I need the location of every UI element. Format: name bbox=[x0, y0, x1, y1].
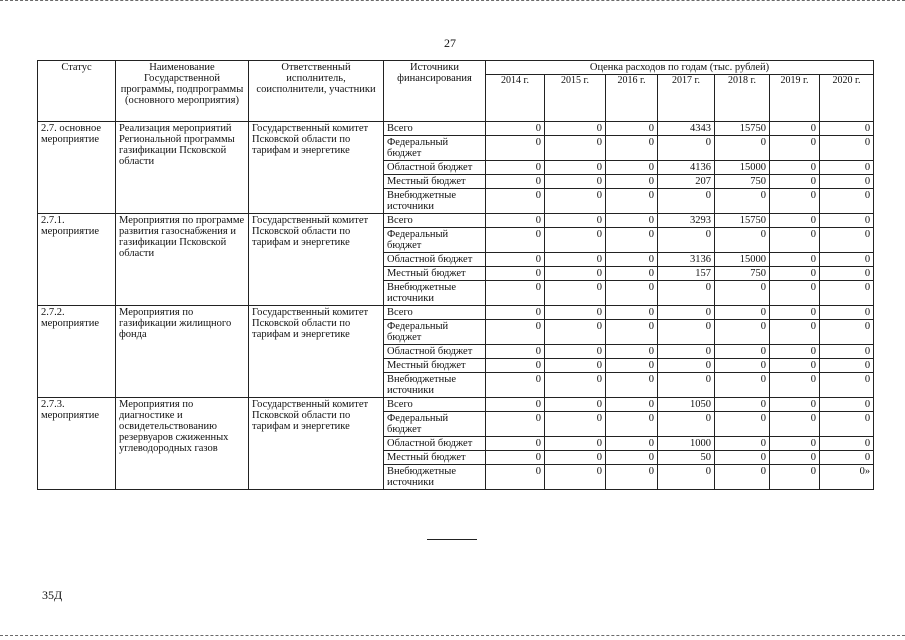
amount-cell: 0 bbox=[820, 345, 874, 359]
amount-cell: 0 bbox=[545, 175, 606, 189]
amount-cell: 0 bbox=[770, 175, 820, 189]
amount-cell: 15750 bbox=[715, 214, 770, 228]
amount-cell: 0 bbox=[545, 189, 606, 214]
amount-cell: 0 bbox=[658, 306, 715, 320]
amount-cell: 0 bbox=[820, 122, 874, 136]
header-executor: Ответственный исполнитель, соисполнители, участники bbox=[249, 61, 384, 122]
footer-code: 35Д bbox=[42, 588, 63, 602]
amount-cell: 0 bbox=[606, 161, 658, 175]
amount-cell: 0 bbox=[606, 253, 658, 267]
amount-cell: 0 bbox=[606, 320, 658, 345]
amount-cell: 0 bbox=[486, 359, 545, 373]
amount-cell: 0 bbox=[770, 465, 820, 490]
amount-cell: 0 bbox=[820, 253, 874, 267]
amount-cell: 0 bbox=[770, 228, 820, 253]
funding-source-cell: Областной бюджет bbox=[384, 161, 486, 175]
funding-source-cell: Внебюджетные источники bbox=[384, 373, 486, 398]
amount-cell: 0 bbox=[820, 267, 874, 281]
amount-cell: 0 bbox=[606, 437, 658, 451]
amount-cell: 0 bbox=[770, 161, 820, 175]
amount-cell: 0 bbox=[715, 373, 770, 398]
header-year: 2018 г. bbox=[715, 75, 770, 122]
funding-source-cell: Местный бюджет bbox=[384, 451, 486, 465]
amount-cell: 0 bbox=[606, 214, 658, 228]
amount-cell: 0 bbox=[486, 373, 545, 398]
amount-cell: 0 bbox=[658, 345, 715, 359]
amount-cell: 0 bbox=[715, 437, 770, 451]
table-row bbox=[38, 306, 874, 320]
amount-cell: 0 bbox=[606, 359, 658, 373]
amount-cell: 1050 bbox=[658, 398, 715, 412]
amount-cell: 0 bbox=[545, 398, 606, 412]
amount-cell: 0 bbox=[715, 345, 770, 359]
amount-cell: 0 bbox=[545, 306, 606, 320]
amount-cell: 0 bbox=[770, 373, 820, 398]
amount-cell: 0 bbox=[770, 398, 820, 412]
amount-cell: 0 bbox=[770, 451, 820, 465]
amount-cell: 0» bbox=[820, 465, 874, 490]
amount-cell: 0 bbox=[606, 345, 658, 359]
header-estimate: Оценка расходов по годам (тыс. рублей) bbox=[486, 61, 874, 75]
amount-cell: 0 bbox=[486, 161, 545, 175]
amount-cell: 0 bbox=[715, 228, 770, 253]
amount-cell: 0 bbox=[715, 412, 770, 437]
amount-cell: 0 bbox=[486, 214, 545, 228]
amount-cell: 0 bbox=[545, 465, 606, 490]
amount-cell: 0 bbox=[820, 161, 874, 175]
amount-cell: 0 bbox=[770, 306, 820, 320]
funding-source-cell: Внебюджетные источники bbox=[384, 281, 486, 306]
amount-cell: 0 bbox=[658, 281, 715, 306]
amount-cell: 0 bbox=[770, 214, 820, 228]
amount-cell: 0 bbox=[658, 412, 715, 437]
amount-cell: 0 bbox=[486, 412, 545, 437]
amount-cell: 0 bbox=[486, 437, 545, 451]
funding-source-cell: Федеральный бюджет bbox=[384, 320, 486, 345]
table-row bbox=[38, 214, 874, 228]
amount-cell: 0 bbox=[606, 122, 658, 136]
amount-cell: 0 bbox=[545, 345, 606, 359]
amount-cell: 3136 bbox=[658, 253, 715, 267]
amount-cell: 0 bbox=[820, 437, 874, 451]
funding-source-cell: Всего bbox=[384, 306, 486, 320]
program-name-cell: Реализация мероприятий Региональной программы газификации Псковской области bbox=[116, 122, 249, 214]
amount-cell: 0 bbox=[770, 345, 820, 359]
amount-cell: 0 bbox=[545, 253, 606, 267]
amount-cell: 0 bbox=[606, 465, 658, 490]
header-year: 2014 г. bbox=[486, 75, 545, 122]
status-cell: 2.7.1. мероприятие bbox=[38, 214, 116, 306]
amount-cell: 750 bbox=[715, 175, 770, 189]
amount-cell: 0 bbox=[486, 451, 545, 465]
amount-cell: 0 bbox=[545, 122, 606, 136]
amount-cell: 0 bbox=[606, 281, 658, 306]
amount-cell: 0 bbox=[770, 253, 820, 267]
expenditure-table bbox=[37, 60, 874, 490]
program-name-cell: Мероприятия по диагностике и освидетельствованию резервуаров сжиженных углеводородных газов bbox=[116, 398, 249, 490]
amount-cell: 0 bbox=[486, 281, 545, 306]
funding-source-cell: Всего bbox=[384, 122, 486, 136]
amount-cell: 0 bbox=[606, 136, 658, 161]
amount-cell: 0 bbox=[658, 320, 715, 345]
amount-cell: 0 bbox=[606, 175, 658, 189]
table-row bbox=[38, 122, 874, 136]
amount-cell: 0 bbox=[486, 189, 545, 214]
status-cell: 2.7.2. мероприятие bbox=[38, 306, 116, 398]
amount-cell: 0 bbox=[545, 437, 606, 451]
amount-cell: 0 bbox=[715, 189, 770, 214]
amount-cell: 0 bbox=[770, 189, 820, 214]
amount-cell: 0 bbox=[715, 359, 770, 373]
amount-cell: 0 bbox=[658, 359, 715, 373]
amount-cell: 0 bbox=[770, 437, 820, 451]
amount-cell: 0 bbox=[658, 465, 715, 490]
amount-cell: 0 bbox=[658, 136, 715, 161]
amount-cell: 3293 bbox=[658, 214, 715, 228]
amount-cell: 0 bbox=[606, 228, 658, 253]
amount-cell: 0 bbox=[486, 320, 545, 345]
amount-cell: 0 bbox=[770, 136, 820, 161]
amount-cell: 0 bbox=[770, 320, 820, 345]
header-source: Источники финансирования bbox=[384, 61, 486, 122]
amount-cell: 0 bbox=[545, 451, 606, 465]
amount-cell: 0 bbox=[820, 281, 874, 306]
amount-cell: 0 bbox=[545, 136, 606, 161]
header-year: 2020 г. bbox=[820, 75, 874, 122]
amount-cell: 0 bbox=[820, 136, 874, 161]
amount-cell: 0 bbox=[820, 412, 874, 437]
amount-cell: 0 bbox=[770, 122, 820, 136]
funding-source-cell: Федеральный бюджет bbox=[384, 136, 486, 161]
amount-cell: 0 bbox=[545, 267, 606, 281]
amount-cell: 157 bbox=[658, 267, 715, 281]
amount-cell: 15000 bbox=[715, 161, 770, 175]
funding-source-cell: Внебюджетные источники bbox=[384, 189, 486, 214]
amount-cell: 0 bbox=[658, 189, 715, 214]
amount-cell: 0 bbox=[715, 281, 770, 306]
amount-cell: 0 bbox=[715, 465, 770, 490]
amount-cell: 0 bbox=[820, 214, 874, 228]
amount-cell: 4136 bbox=[658, 161, 715, 175]
executor-cell: Государственный комитет Псковской области по тарифам и энергетике bbox=[249, 122, 384, 214]
funding-source-cell: Федеральный бюджет bbox=[384, 228, 486, 253]
funding-source-cell: Федеральный бюджет bbox=[384, 412, 486, 437]
amount-cell: 0 bbox=[820, 359, 874, 373]
header-year: 2016 г. bbox=[606, 75, 658, 122]
amount-cell: 0 bbox=[606, 451, 658, 465]
amount-cell: 0 bbox=[545, 214, 606, 228]
executor-cell: Государственный комитет Псковской области по тарифам и энергетике bbox=[249, 398, 384, 490]
amount-cell: 1000 bbox=[658, 437, 715, 451]
amount-cell: 0 bbox=[770, 281, 820, 306]
funding-source-cell: Местный бюджет bbox=[384, 267, 486, 281]
funding-source-cell: Всего bbox=[384, 398, 486, 412]
amount-cell: 0 bbox=[486, 253, 545, 267]
amount-cell: 0 bbox=[715, 451, 770, 465]
funding-source-cell: Областной бюджет bbox=[384, 253, 486, 267]
header-year: 2015 г. bbox=[545, 75, 606, 122]
header-year: 2019 г. bbox=[770, 75, 820, 122]
program-name-cell: Мероприятия по программе развития газоснабжения и газификации Псковской области bbox=[116, 214, 249, 306]
amount-cell: 0 bbox=[545, 359, 606, 373]
page-number: 27 bbox=[444, 36, 456, 50]
amount-cell: 0 bbox=[486, 228, 545, 253]
amount-cell: 0 bbox=[486, 306, 545, 320]
amount-cell: 0 bbox=[545, 320, 606, 345]
amount-cell: 0 bbox=[820, 320, 874, 345]
header-status: Статус bbox=[38, 61, 116, 122]
footer-divider bbox=[427, 539, 477, 540]
amount-cell: 207 bbox=[658, 175, 715, 189]
amount-cell: 0 bbox=[658, 228, 715, 253]
amount-cell: 0 bbox=[820, 398, 874, 412]
amount-cell: 0 bbox=[820, 189, 874, 214]
amount-cell: 4343 bbox=[658, 122, 715, 136]
amount-cell: 0 bbox=[486, 267, 545, 281]
amount-cell: 0 bbox=[545, 412, 606, 437]
amount-cell: 0 bbox=[820, 373, 874, 398]
amount-cell: 0 bbox=[606, 189, 658, 214]
header-program: Наименование Государственной программы, подпрограммы (основного мероприятия) bbox=[116, 61, 249, 122]
amount-cell: 0 bbox=[486, 465, 545, 490]
scan-edge-bottom bbox=[0, 635, 905, 638]
amount-cell: 0 bbox=[606, 412, 658, 437]
amount-cell: 0 bbox=[820, 228, 874, 253]
executor-cell: Государственный комитет Псковской области по тарифам и энергетике bbox=[249, 306, 384, 398]
scan-edge-top bbox=[0, 0, 905, 3]
funding-source-cell: Областной бюджет bbox=[384, 345, 486, 359]
amount-cell: 0 bbox=[820, 451, 874, 465]
program-name-cell: Мероприятия по газификации жилищного фонда bbox=[116, 306, 249, 398]
amount-cell: 50 bbox=[658, 451, 715, 465]
amount-cell: 0 bbox=[545, 373, 606, 398]
amount-cell: 0 bbox=[715, 398, 770, 412]
amount-cell: 0 bbox=[770, 412, 820, 437]
amount-cell: 0 bbox=[545, 281, 606, 306]
amount-cell: 0 bbox=[486, 175, 545, 189]
amount-cell: 0 bbox=[545, 228, 606, 253]
amount-cell: 0 bbox=[606, 306, 658, 320]
amount-cell: 0 bbox=[486, 136, 545, 161]
amount-cell: 750 bbox=[715, 267, 770, 281]
amount-cell: 0 bbox=[545, 161, 606, 175]
amount-cell: 0 bbox=[486, 122, 545, 136]
status-cell: 2.7.3. мероприятие bbox=[38, 398, 116, 490]
amount-cell: 0 bbox=[486, 345, 545, 359]
amount-cell: 0 bbox=[770, 359, 820, 373]
amount-cell: 0 bbox=[658, 373, 715, 398]
amount-cell: 0 bbox=[820, 175, 874, 189]
amount-cell: 0 bbox=[606, 267, 658, 281]
amount-cell: 0 bbox=[770, 267, 820, 281]
funding-source-cell: Местный бюджет bbox=[384, 359, 486, 373]
funding-source-cell: Областной бюджет bbox=[384, 437, 486, 451]
amount-cell: 0 bbox=[715, 320, 770, 345]
executor-cell: Государственный комитет Псковской области по тарифам и энергетике bbox=[249, 214, 384, 306]
status-cell: 2.7. основное мероприятие bbox=[38, 122, 116, 214]
amount-cell: 0 bbox=[820, 306, 874, 320]
amount-cell: 0 bbox=[486, 398, 545, 412]
amount-cell: 15000 bbox=[715, 253, 770, 267]
header-year: 2017 г. bbox=[658, 75, 715, 122]
amount-cell: 0 bbox=[606, 373, 658, 398]
funding-source-cell: Местный бюджет bbox=[384, 175, 486, 189]
amount-cell: 0 bbox=[606, 398, 658, 412]
table-row bbox=[38, 398, 874, 412]
funding-source-cell: Всего bbox=[384, 214, 486, 228]
amount-cell: 0 bbox=[715, 136, 770, 161]
amount-cell: 0 bbox=[715, 306, 770, 320]
funding-source-cell: Внебюджетные источники bbox=[384, 465, 486, 490]
amount-cell: 15750 bbox=[715, 122, 770, 136]
